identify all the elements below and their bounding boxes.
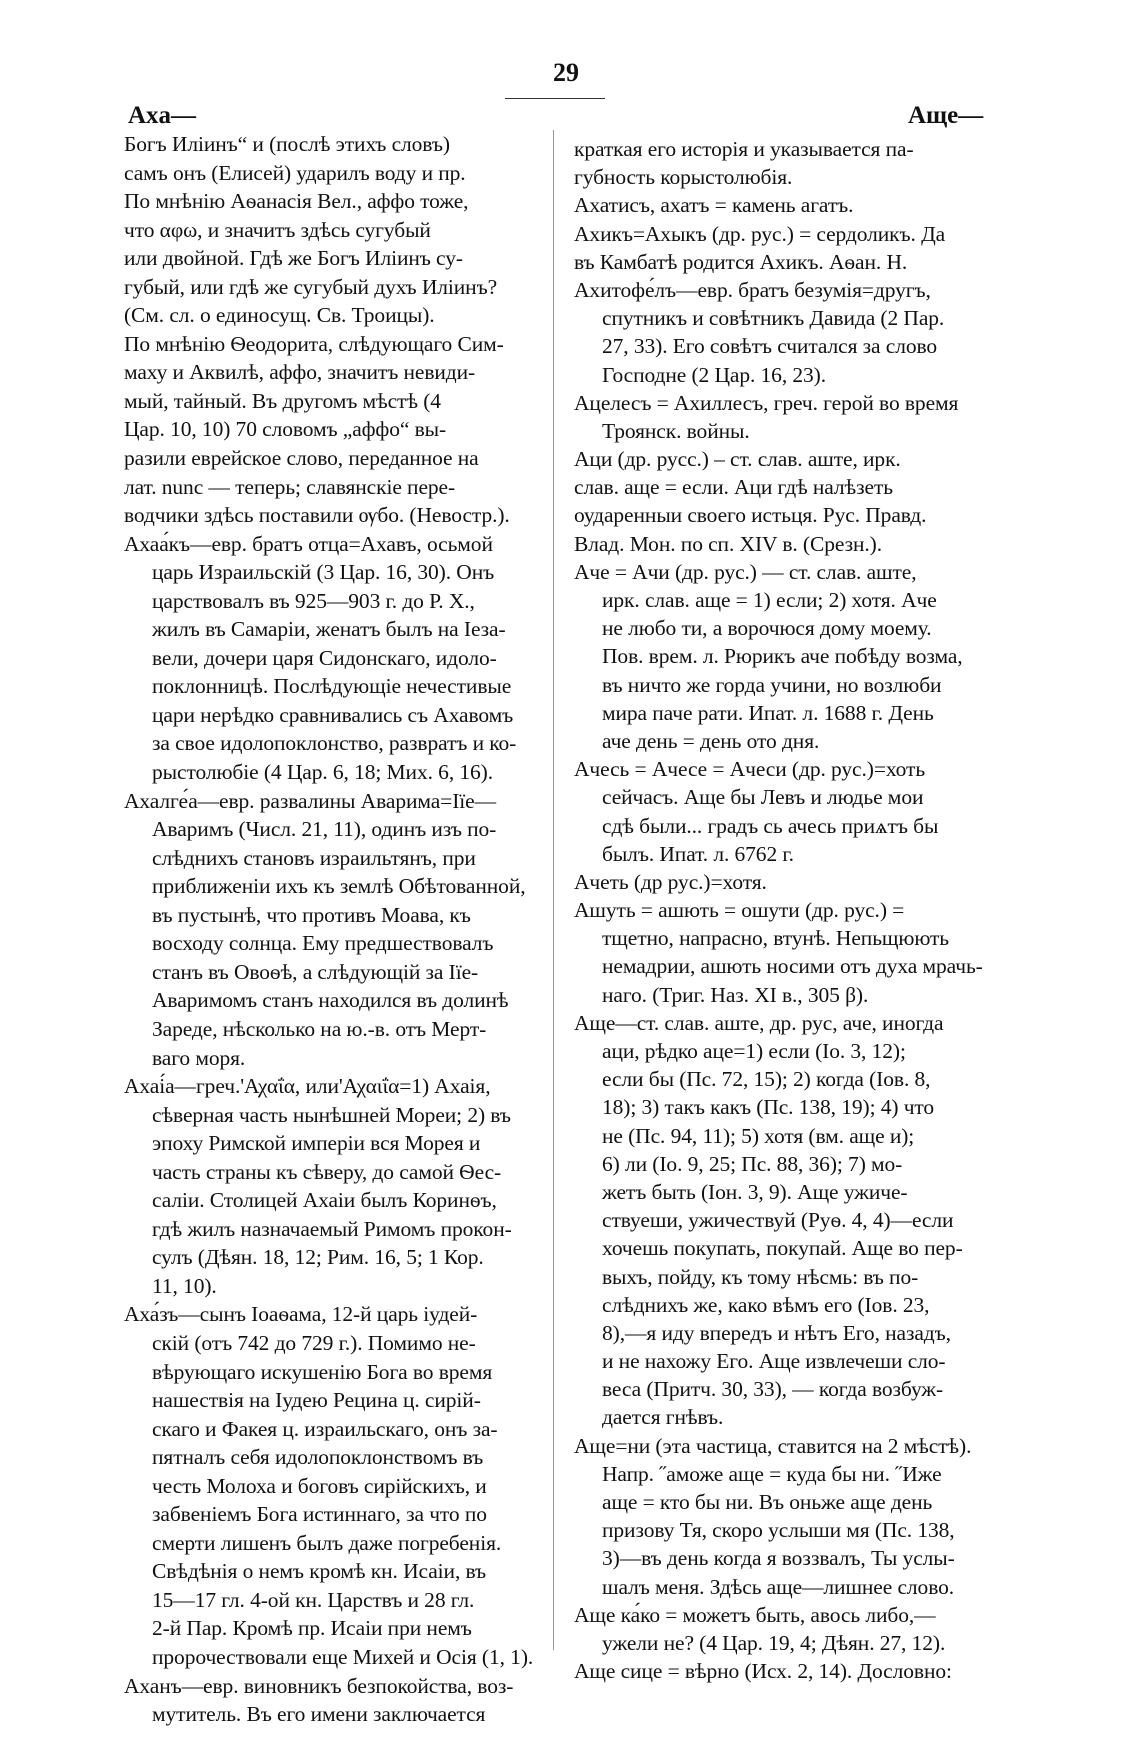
text-line: дается гнѣвъ. (602, 1405, 724, 1430)
text-line: 18); 3) такъ какъ (Пс. 138, 19); 4) что (602, 1095, 935, 1120)
text-line: выхъ, пойду, къ тому нѣсмь: въ по- (602, 1264, 919, 1289)
text-line: лат. nunc — теперь; славянскіе пере- (124, 474, 456, 499)
text-line: спутникъ и совѣтникъ Давида (2 Пар. (602, 306, 945, 331)
text-line: пророчествовали еще Михей и Осія (1, 1). (152, 1644, 534, 1669)
text-line: смерти лишенъ былъ даже погребенія. (152, 1530, 502, 1555)
text-line: не (Пс. 94, 11); 5) хотя (вм. аще и); (602, 1123, 915, 1148)
text-line: веса (Притч. 30, 33), — когда возбуж- (602, 1377, 944, 1402)
text-line: аци, рѣдко аце=1) если (Іо. 3, 12); (602, 1039, 906, 1063)
text-line: эпоху Римской имперіи вся Морея и (152, 1131, 481, 1156)
text-line: сулъ (Дѣян. 18, 12; Рим. 16, 5; 1 Кор. (152, 1245, 484, 1270)
text-line: Ацелесъ = Ахиллесъ, греч. герой во время (574, 390, 959, 415)
right-column (574, 135, 1022, 1685)
text-line: Влад. Мон. по сп. XIV в. (Срезн.). (574, 531, 882, 556)
text-line: Аханъ—евр. виновникъ безпокойства, воз- (124, 1673, 514, 1698)
text-line: губый, или гдѣ же сугубый духъ Иліинъ? (124, 274, 498, 299)
text-line: Аваримъ (Числ. 21, 11), одинъ изъ по- (152, 817, 497, 842)
text-line: аче день = день ото дня. (602, 728, 820, 753)
text-line: По мнѣнію Аѳанасія Вел., аффо тоже, (124, 189, 469, 214)
text-line: сѣверная часть нынѣшней Мореи; 2) въ (152, 1102, 511, 1127)
text-line: Ашуть = ашють = ошути (др. рус.) = (574, 898, 905, 923)
text-line: мира паче рати. Ипат. л. 1688 г. День (602, 700, 934, 725)
text-line: Аци (др. русс.) – ст. слав. аште, ирк. (574, 447, 901, 472)
text-line: самъ онъ (Елисей) ударилъ воду и пр. (124, 160, 466, 185)
text-line: пятналъ себя идолопоклонствомъ въ (152, 1445, 484, 1470)
text-line: наго. (Триг. Наз. XI в., 305 β). (602, 982, 869, 1007)
text-line: краткая его исторія и указывается па- (574, 137, 914, 161)
text-line: Ахатисъ, ахатъ = камень агатъ. (574, 193, 854, 218)
column-divider (553, 130, 554, 1650)
text-line: хочешь покупать, покупай. Аще во пер- (602, 1236, 963, 1261)
text-line: Ахаа́къ—евр. братъ отца=Ахавъ, осьмой (124, 531, 493, 556)
text-line: Напр. ˝аможе аще = куда бы ни. ˝Иже (602, 1461, 942, 1486)
text-line: Ахаі́а—греч.'Αχαΐα, или'Αχαιΐα=1) Ахаія, (124, 1074, 491, 1099)
text-line: поклонницѣ. Послѣдующіе нечестивые (152, 674, 512, 699)
left-column (124, 130, 549, 1729)
text-line: станъ въ Овоѳѣ, а слѣдующій за Іїе- (152, 959, 479, 984)
text-line: разили еврейское слово, переданное на (124, 446, 479, 471)
text-line: жилъ въ Самаріи, женатъ былъ на Іеза- (152, 617, 506, 642)
text-line: Богъ Иліинъ“ и (послѣ этихъ словъ) (124, 132, 450, 156)
text-line: 15—17 гл. 4-ой кн. Царствъ и 28 гл. (152, 1587, 475, 1612)
text-line: жетъ быть (Іон. 3, 9). Аще ужиче- (602, 1179, 908, 1204)
text-line: царь Израильскій (3 Цар. 16, 30). Онъ (152, 560, 495, 585)
text-line: 11, 10). (152, 1273, 217, 1298)
text-line: если бы (Пс. 72, 15); 2) когда (Іов. 8, (602, 1067, 931, 1092)
page-number: 29 (553, 58, 579, 87)
text-line: нашествія на Іудею Рецина ц. сирій- (152, 1388, 481, 1413)
text-line: Ахалге́а—евр. развалины Аварима=Іїе— (124, 788, 496, 813)
text-line: Аще ка́ко = можетъ быть, авось либо,— (574, 1602, 936, 1627)
text-line: Свѣдѣнія о немъ кромѣ кн. Исаіи, въ (152, 1559, 487, 1584)
text-line: тщетно, напрасно, втунѣ. Непьщюють (602, 926, 949, 951)
text-line: аще = кто бы ни. Въ оньже аще день (602, 1490, 933, 1514)
text-line: ужели не? (4 Цар. 19, 4; Дѣян. 27, 12). (602, 1630, 946, 1655)
text-line: губность корыстолюбія. (574, 165, 793, 190)
running-header-right: Аще— (908, 102, 984, 129)
text-line: честь Молоха и боговъ сирійскихъ, и (152, 1473, 487, 1498)
text-line: (См. сл. о единосущ. Св. Троицы). (124, 303, 435, 328)
text-line: не любо ти, а ворочюся дому моему. (602, 616, 932, 641)
text-line: призову Тя, скоро услыши мя (Пс. 138, (602, 1518, 955, 1543)
text-line: 2-й Пар. Кромѣ пр. Исаіи при немъ (152, 1616, 472, 1641)
text-line: ваго моря. (152, 1045, 246, 1070)
text-line: саліи. Столицей Ахаіи былъ Коринѳъ, (152, 1188, 497, 1213)
text-line: сейчасъ. Аще бы Левъ и людье мои (602, 785, 924, 810)
text-line: мутитель. Въ его имени заключается (152, 1702, 486, 1727)
text-line: скаго и Факея ц. израильскаго, онъ за- (152, 1416, 498, 1441)
text-line: что αφω, и значитъ здѣсь сугубый (124, 217, 431, 242)
text-line: слав. аще = если. Аци гдѣ налѣзеть (574, 475, 893, 500)
text-line: Аха́зъ—сынъ Іоаѳама, 12-й царь іудей- (124, 1302, 478, 1327)
text-line: въ Камбатѣ родится Ахикъ. Аѳан. Н. (574, 249, 908, 274)
running-header-left: Ахa— (128, 102, 197, 129)
text-line: вели, дочери царя Сидонскаго, идоло- (152, 645, 497, 670)
page-number-rule (505, 98, 605, 99)
text-line: Ачесь = Ачесе = Ачеси (др. рус.)=хоть (574, 757, 926, 782)
text-line: Ачеть (др рус.)=хотя. (574, 869, 767, 894)
text-line: 27, 33). Его совѣтъ считался за слово (602, 334, 938, 359)
text-line: Аще=ни (эта частица, ставится на 2 мѣстѣ). (574, 1433, 972, 1458)
text-line: 6) ли (Іо. 9, 25; Пс. 88, 36); 7) мо- (602, 1151, 903, 1176)
text-line: часть страны къ сѣверу, до самой Ѳес- (152, 1159, 502, 1184)
text-line: маху и Аквилѣ, аффо, значитъ невиди- (124, 360, 476, 385)
text-line: вѣрующаго искушенію Бога во время (152, 1359, 493, 1384)
text-line: Троянск. войны. (602, 418, 750, 443)
text-line: Аще—ст. слав. аште, др. рус, аче, иногда (574, 1010, 944, 1035)
text-line: гдѣ жилъ назначаемый Римомъ прокон- (152, 1216, 512, 1241)
text-line: Аще сице = вѣрно (Исх. 2, 14). Дословно: (574, 1659, 952, 1684)
text-line: оударенныи своего истьця. Рус. Правд. (574, 503, 927, 528)
text-line: восходу солнца. Ему предшествовалъ (152, 931, 494, 956)
text-line: слѣднихъ становъ израильтянъ, при (152, 845, 476, 870)
text-line: Аче = Ачи (др. рус.) — ст. слав. аште, (574, 559, 917, 584)
text-line: или двойной. Гдѣ же Богъ Иліинъ су- (124, 246, 463, 271)
text-line: Зареде, нѣсколько на ю.-в. отъ Мерт- (152, 1016, 487, 1041)
text-line: за свое идолопоклонство, развратъ и ко- (152, 731, 517, 756)
text-line: Ахитофе́лъ—евр. братъ безумія=другъ, (574, 277, 931, 302)
text-line: сдѣ были... градъ сь ачесь приѧтъ бы (602, 813, 939, 838)
text-line: приближеніи ихъ къ землѣ Обѣтованной, (152, 874, 526, 899)
text-line: царствовалъ въ 925—903 г. до Р. Х., (152, 588, 475, 613)
text-line: Аваримомъ станъ находился въ долинѣ (152, 988, 509, 1013)
text-line: ствуеши, ужичествуй (Руѳ. 4, 4)—если (602, 1208, 954, 1233)
text-line: въ пустынѣ, что противъ Моава, къ (152, 902, 471, 927)
text-line: былъ. Ипат. л. 6762 г. (602, 841, 794, 866)
text-line: 3)—въ день когда я воззвалъ, Ты услы- (602, 1546, 955, 1571)
text-line: слѣднихъ же, како вѣмъ его (Іов. 23, (602, 1292, 930, 1317)
text-line: ирк. слав. аще = 1) если; 2) хотя. Аче (602, 588, 937, 612)
text-line: Господне (2 Цар. 16, 23). (602, 362, 827, 387)
text-line: и не нахожу Его. Аще извлечеши сло- (602, 1349, 946, 1374)
text-line: скій (отъ 742 до 729 г.). Помимо не- (152, 1330, 476, 1355)
text-line: 8),—я иду впередъ и нѣтъ Его, назадъ, (602, 1320, 951, 1345)
text-line: въ ничто же горда учини, но возлюби (602, 672, 942, 697)
text-line: немадрии, ашють носими отъ духа мрачь- (602, 954, 983, 979)
text-line: водчики здѣсь поставили ѹбо. (Невостр.). (124, 503, 510, 528)
text-line: мый, тайный. Въ другомъ мѣстѣ (4 (124, 388, 441, 413)
text-line: По мнѣнію Ѳеодорита, слѣдующаго Сим- (124, 331, 504, 356)
text-line: Пов. врем. л. Рюрикъ аче побѣду возма, (602, 644, 963, 669)
text-line: забвеніемъ Бога истиннаго, за что по (152, 1502, 487, 1527)
text-line: цари нерѣдко сравнивались съ Ахавомъ (152, 702, 514, 727)
text-line: Цар. 10, 10) 70 словомъ „аффо“ вы- (124, 417, 447, 442)
text-line: Ахикъ=Ахыкъ (др. рус.) = сердоликъ. Да (574, 221, 946, 246)
text-line: шалъ меня. Здѣсь аще—лишнее слово. (602, 1574, 955, 1599)
text-line: рыстолюбіе (4 Цар. 6, 18; Мих. 6, 16). (152, 760, 493, 785)
